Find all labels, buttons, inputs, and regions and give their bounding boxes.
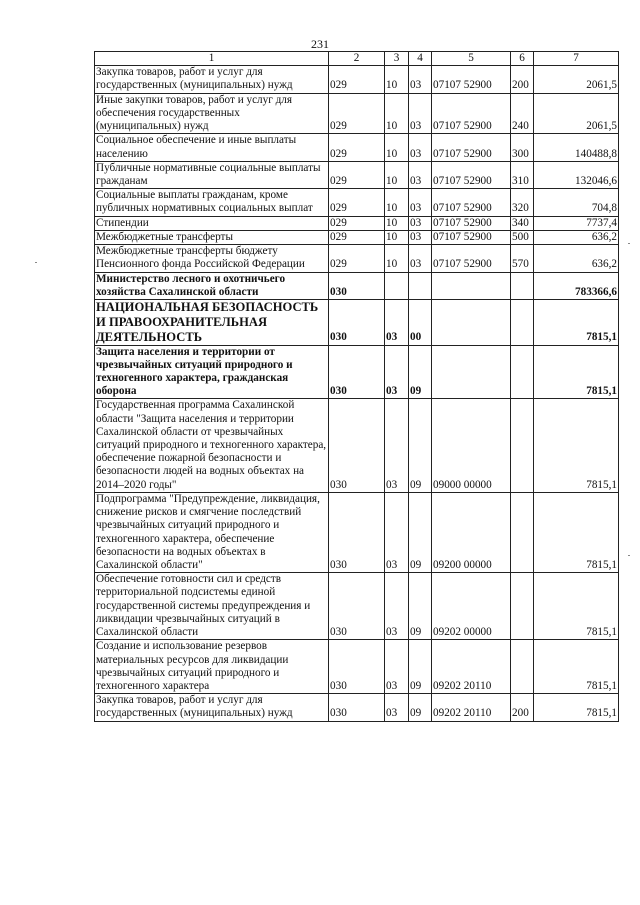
row-vr: 310: [511, 161, 534, 188]
row-pr: 03: [409, 189, 432, 216]
row-ved: 030: [329, 573, 385, 640]
row-ved: 029: [329, 216, 385, 230]
row-vr: 200: [511, 66, 534, 93]
row-vr: 200: [511, 694, 534, 721]
row-sum: 7815,1: [534, 640, 619, 694]
row-rz: 10: [385, 161, 409, 188]
row-rz: 03: [385, 399, 409, 493]
row-name: Защита населения и территории от чрезвычайных ситуаций природного и техногенного характера, гражданская оборона: [95, 345, 329, 399]
row-sum: 7815,1: [534, 345, 619, 399]
row-rz: 03: [385, 573, 409, 640]
row-ved: 030: [329, 345, 385, 399]
row-ved: 029: [329, 93, 385, 134]
row-sum: 2061,5: [534, 93, 619, 134]
row-ved: 029: [329, 189, 385, 216]
row-name: Межбюджетные трансферты бюджету Пенсионного фонда Российской Федерации: [95, 245, 329, 272]
row-pr: 00: [409, 299, 432, 345]
row-name: Создание и использование резервов материальных ресурсов для ликвидации чрезвычайных ситуаций природного и техногенного характера: [95, 640, 329, 694]
row-pr: 09: [409, 345, 432, 399]
row-csr: 07107 52900: [432, 161, 511, 188]
row-pr: 09: [409, 399, 432, 493]
page-number: 231: [311, 37, 329, 51]
header-cell: 7: [534, 52, 619, 66]
table-row: [95, 299, 619, 345]
row-rz: 10: [385, 66, 409, 93]
header-cell: 2: [329, 52, 385, 66]
table-row: [95, 216, 619, 230]
row-csr: 09202 20110: [432, 694, 511, 721]
row-rz: 10: [385, 93, 409, 134]
table-row: [95, 66, 619, 93]
row-csr: 07107 52900: [432, 189, 511, 216]
row-csr: 07107 52900: [432, 93, 511, 134]
row-sum: 7815,1: [534, 492, 619, 572]
row-vr: [511, 640, 534, 694]
row-csr: [432, 272, 511, 299]
table-row: [95, 272, 619, 299]
row-vr: [511, 399, 534, 493]
row-rz: 10: [385, 189, 409, 216]
row-vr: [511, 492, 534, 572]
table-row: [95, 161, 619, 188]
row-ved: 030: [329, 492, 385, 572]
row-pr: [409, 272, 432, 299]
row-rz: 03: [385, 299, 409, 345]
row-pr: 09: [409, 573, 432, 640]
row-ved: 029: [329, 161, 385, 188]
row-name: Социальные выплаты гражданам, кроме публичных нормативных социальных выплат: [95, 189, 329, 216]
row-name: Закупка товаров, работ и услуг для государственных (муниципальных) нужд: [95, 66, 329, 93]
table-row: [95, 245, 619, 272]
row-vr: [511, 345, 534, 399]
row-ved: 030: [329, 694, 385, 721]
row-sum: 132046,6: [534, 161, 619, 188]
row-csr: 07107 52900: [432, 134, 511, 161]
table-row: [95, 230, 619, 244]
row-name: Обеспечение готовности сил и средств территориальной подсистемы единой государственной системы предупреждения и ликвидации чрезвычайных ситуаций в Сахалинской области: [95, 573, 329, 640]
header-cell: 3: [385, 52, 409, 66]
row-sum: 140488,8: [534, 134, 619, 161]
row-pr: 03: [409, 161, 432, 188]
table-row: [95, 189, 619, 216]
row-csr: 07107 52900: [432, 245, 511, 272]
table-header-row: [95, 52, 619, 66]
table-row: [95, 134, 619, 161]
row-rz: 10: [385, 230, 409, 244]
row-ved: 030: [329, 272, 385, 299]
row-csr: 09000 00000: [432, 399, 511, 493]
row-vr: 320: [511, 189, 534, 216]
row-rz: 10: [385, 245, 409, 272]
row-csr: 09202 00000: [432, 573, 511, 640]
row-vr: 500: [511, 230, 534, 244]
row-sum: 2061,5: [534, 66, 619, 93]
budget-table: [94, 51, 619, 722]
header-cell: 4: [409, 52, 432, 66]
row-pr: 03: [409, 230, 432, 244]
row-name: Подпрограмма "Предупреждение, ликвидация, снижение рисков и смягчение последствий чрезвычайных ситуаций природного и техногенного характера, обеспечение безопасности на водных объектах в Сахалинской области": [95, 492, 329, 572]
row-pr: 09: [409, 492, 432, 572]
row-name: Публичные нормативные социальные выплаты гражданам: [95, 161, 329, 188]
row-sum: 7815,1: [534, 399, 619, 493]
row-sum: 7737,4: [534, 216, 619, 230]
row-name: Министерство лесного и охотничьего хозяйства Сахалинской области: [95, 272, 329, 299]
row-name: Стипендии: [95, 216, 329, 230]
row-csr: 07107 52900: [432, 230, 511, 244]
row-sum: 636,2: [534, 230, 619, 244]
header-cell: 5: [432, 52, 511, 66]
row-name: Иные закупки товаров, работ и услуг для обеспечения государственных (муниципальных) нужд: [95, 93, 329, 134]
row-vr: 240: [511, 93, 534, 134]
row-csr: 09202 20110: [432, 640, 511, 694]
header-cell: 6: [511, 52, 534, 66]
row-vr: 300: [511, 134, 534, 161]
table-row: [95, 573, 619, 640]
row-vr: 340: [511, 216, 534, 230]
row-sum: 783366,6: [534, 272, 619, 299]
table-row: [95, 399, 619, 493]
row-pr: 03: [409, 66, 432, 93]
row-pr: 03: [409, 134, 432, 161]
row-vr: [511, 272, 534, 299]
row-sum: 704,8: [534, 189, 619, 216]
table-row: [95, 694, 619, 721]
row-rz: 03: [385, 694, 409, 721]
row-ved: 029: [329, 66, 385, 93]
row-rz: 10: [385, 134, 409, 161]
row-name: Социальное обеспечение и иные выплаты населению: [95, 134, 329, 161]
table-row: [95, 640, 619, 694]
row-ved: 029: [329, 245, 385, 272]
row-ved: 030: [329, 299, 385, 345]
row-rz: 03: [385, 492, 409, 572]
row-pr: 09: [409, 640, 432, 694]
row-ved: 030: [329, 399, 385, 493]
row-pr: 03: [409, 245, 432, 272]
row-vr: [511, 299, 534, 345]
row-sum: 636,2: [534, 245, 619, 272]
row-pr: 03: [409, 216, 432, 230]
row-rz: 10: [385, 216, 409, 230]
table-row: [95, 492, 619, 572]
table-row: [95, 345, 619, 399]
row-vr: 570: [511, 245, 534, 272]
row-pr: 09: [409, 694, 432, 721]
row-ved: 030: [329, 640, 385, 694]
row-name: Государственная программа Сахалинской области "Защита населения и территории Сахалинской области от чрезвычайных ситуаций природного и техногенного характера, обеспечение пожарной безопасности и безопасности людей на водных объектах на 2014–2020 годы": [95, 399, 329, 493]
row-csr: 09200 00000: [432, 492, 511, 572]
row-sum: 7815,1: [534, 694, 619, 721]
row-rz: 03: [385, 640, 409, 694]
row-rz: 03: [385, 345, 409, 399]
row-sum: 7815,1: [534, 573, 619, 640]
row-csr: [432, 345, 511, 399]
row-vr: [511, 573, 534, 640]
row-sum: 7815,1: [534, 299, 619, 345]
header-cell: 1: [95, 52, 329, 66]
row-name: Закупка товаров, работ и услуг для государственных (муниципальных) нужд: [95, 694, 329, 721]
row-ved: 029: [329, 134, 385, 161]
row-name: НАЦИОНАЛЬНАЯ БЕЗОПАСНОСТЬ И ПРАВООХРАНИТЕЛЬНАЯ ДЕЯТЕЛЬНОСТЬ: [95, 299, 329, 345]
row-csr: 07107 52900: [432, 216, 511, 230]
row-csr: 07107 52900: [432, 66, 511, 93]
row-pr: 03: [409, 93, 432, 134]
row-name: Межбюджетные трансферты: [95, 230, 329, 244]
table-row: [95, 93, 619, 134]
row-csr: [432, 299, 511, 345]
row-ved: 029: [329, 230, 385, 244]
row-rz: [385, 272, 409, 299]
